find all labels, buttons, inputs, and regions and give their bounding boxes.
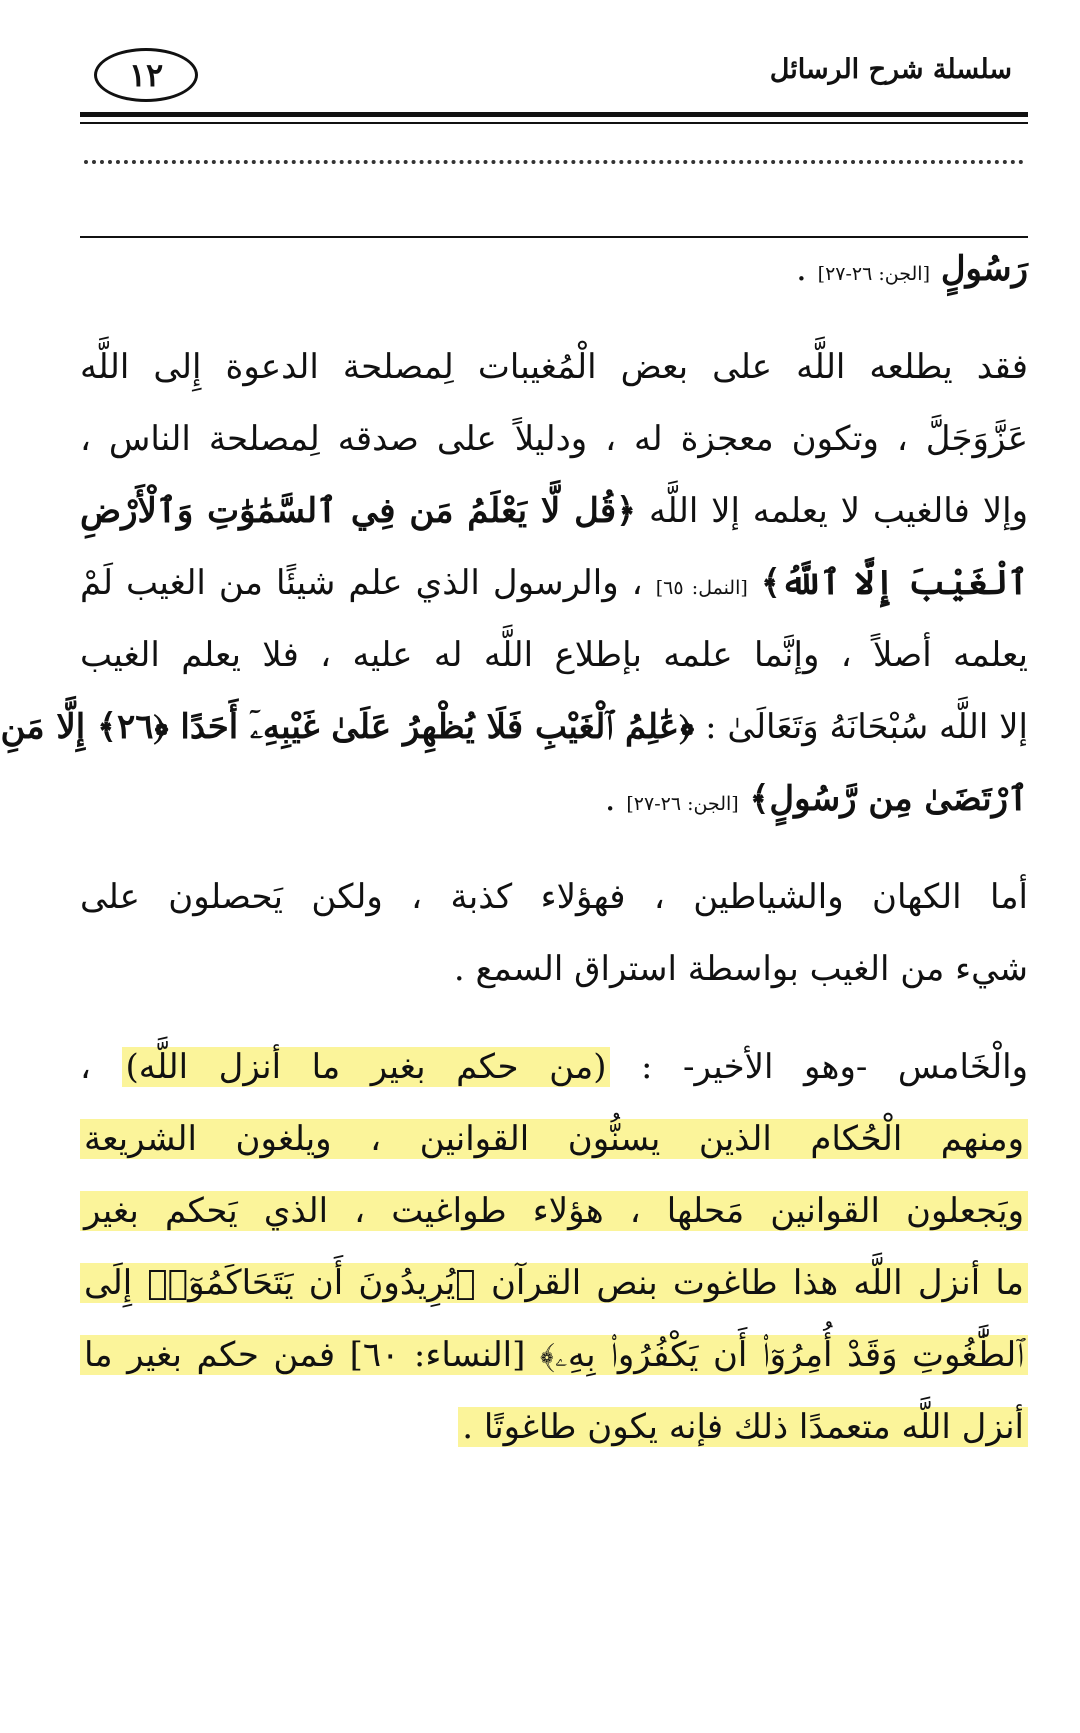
text-line xyxy=(80,1032,1028,1102)
text-line xyxy=(80,1176,1028,1246)
text-line xyxy=(80,934,1028,1004)
quran-fragment: رَسُولٍ xyxy=(940,249,1028,289)
verse-reference: [الجن: ٢٦-٢٧] xyxy=(817,263,930,285)
verse-reference: [النمل: ٦٥] xyxy=(655,577,748,599)
page-header xyxy=(80,48,1028,108)
highlighted-text: ومنهم الْحُكام الذين يسنُّون القوانين ، ويلغون الشريعة xyxy=(80,1119,1028,1159)
highlighted-text: أنزل اللَّه متعمدًا ذلك فإنه يكون طاغوتًا . xyxy=(458,1407,1028,1447)
text-line xyxy=(80,620,1028,690)
text-line xyxy=(80,862,1028,932)
quran-fragment: ﴿قُل لَّا يَعْلَمُ مَن فِي ٱلسَّمَٰوَٰتِ وَٱلْأَرْضِ xyxy=(80,491,637,531)
text-fragment: والْخَامس -وهو الأخير- : xyxy=(641,1047,1029,1087)
text-line xyxy=(0,692,1028,762)
highlighted-text: ما أنزل اللَّه هذا طاغوت بنص القرآن ﴿يُرِيدُونَ أَن يَتَحَاكَمُوٓا۟ إِلَى xyxy=(80,1263,1028,1303)
text-fragment: . xyxy=(604,779,616,819)
page-number: ١٢ xyxy=(94,48,198,102)
text-fragment: فقد يطلعه اللَّه على بعض الْمُغيبات لِمصلحة الدعوة إِلى اللَّه xyxy=(80,347,1028,387)
text-line xyxy=(80,764,1028,834)
text-fragment: وإلا فالغيب لا يعلمه إلا اللَّه xyxy=(648,491,1029,531)
series-title: سلسلة شرح الرسائل xyxy=(769,54,1012,85)
highlighted-text: ويَجعلون القوانين مَحلها ، هؤلاء طواغيت ، الذي يَحكم بغير xyxy=(80,1191,1028,1231)
text-fragment: شيء من الغيب بواسطة استراق السمع . xyxy=(453,949,1028,989)
dotted-rule xyxy=(84,160,1024,164)
text-line xyxy=(80,332,1028,402)
text-fragment: يعلمه أصلاً ، وإنَّما علمه بإطلاع اللَّه له عليه ، فلا يعلم الغيب xyxy=(80,635,1028,675)
header-rule-thin xyxy=(80,122,1028,124)
text-fragment: إلا اللَّه سُبْحَانَهُ وَتَعَالَىٰ : xyxy=(705,707,1028,747)
text-fragment: ، xyxy=(80,1047,91,1087)
text-fragment: عَزَّوَجَلَّ ، وتكون معجزة له ، ودليلاً على صدقه لِمصلحة الناس ، xyxy=(80,419,1028,459)
text-line xyxy=(80,1392,1028,1462)
text-line xyxy=(80,234,1028,304)
text-line xyxy=(80,548,1028,618)
text-line xyxy=(80,404,1028,474)
text-line xyxy=(80,1320,1028,1390)
quran-fragment: ٱلْغَيْبَ إِلَّا ٱللَّهُ﴾ xyxy=(760,563,1028,603)
text-line xyxy=(80,476,1028,546)
text-fragment: . xyxy=(796,249,807,289)
highlighted-text: ٱلطَّٰغُوتِ وَقَدْ أُمِرُوٓا۟ أَن يَكْفُرُوا۟ بِهِۦ﴾ [النساء: ٦٠] فمن حكم بغير ما xyxy=(80,1335,1028,1375)
text-fragment: ، والرسول الذي علم شيئًا من الغيب لَمْ xyxy=(80,563,643,603)
highlighted-text: (من حكم بغير ما أنزل اللَّه) xyxy=(122,1047,611,1087)
header-rule-thick xyxy=(80,112,1028,117)
quran-fragment: ٱرْتَضَىٰ مِن رَّسُولٍ﴾ xyxy=(749,779,1028,819)
text-line xyxy=(80,1104,1028,1174)
quran-fragment: ﴿عَٰلِمُ ٱلْغَيْبِ فَلَا يُظْهِرُ عَلَىٰ غَيْبِهِۦٓ أَحَدًا ﴿٢٦﴾ إِلَّا مَنِ xyxy=(0,707,695,747)
text-line xyxy=(80,1248,1028,1318)
verse-reference: [الجن: ٢٦-٢٧] xyxy=(626,793,739,815)
text-fragment: أما الكهان والشياطين ، فهؤلاء كذبة ، ولكن يَحصلون على xyxy=(80,877,1028,917)
